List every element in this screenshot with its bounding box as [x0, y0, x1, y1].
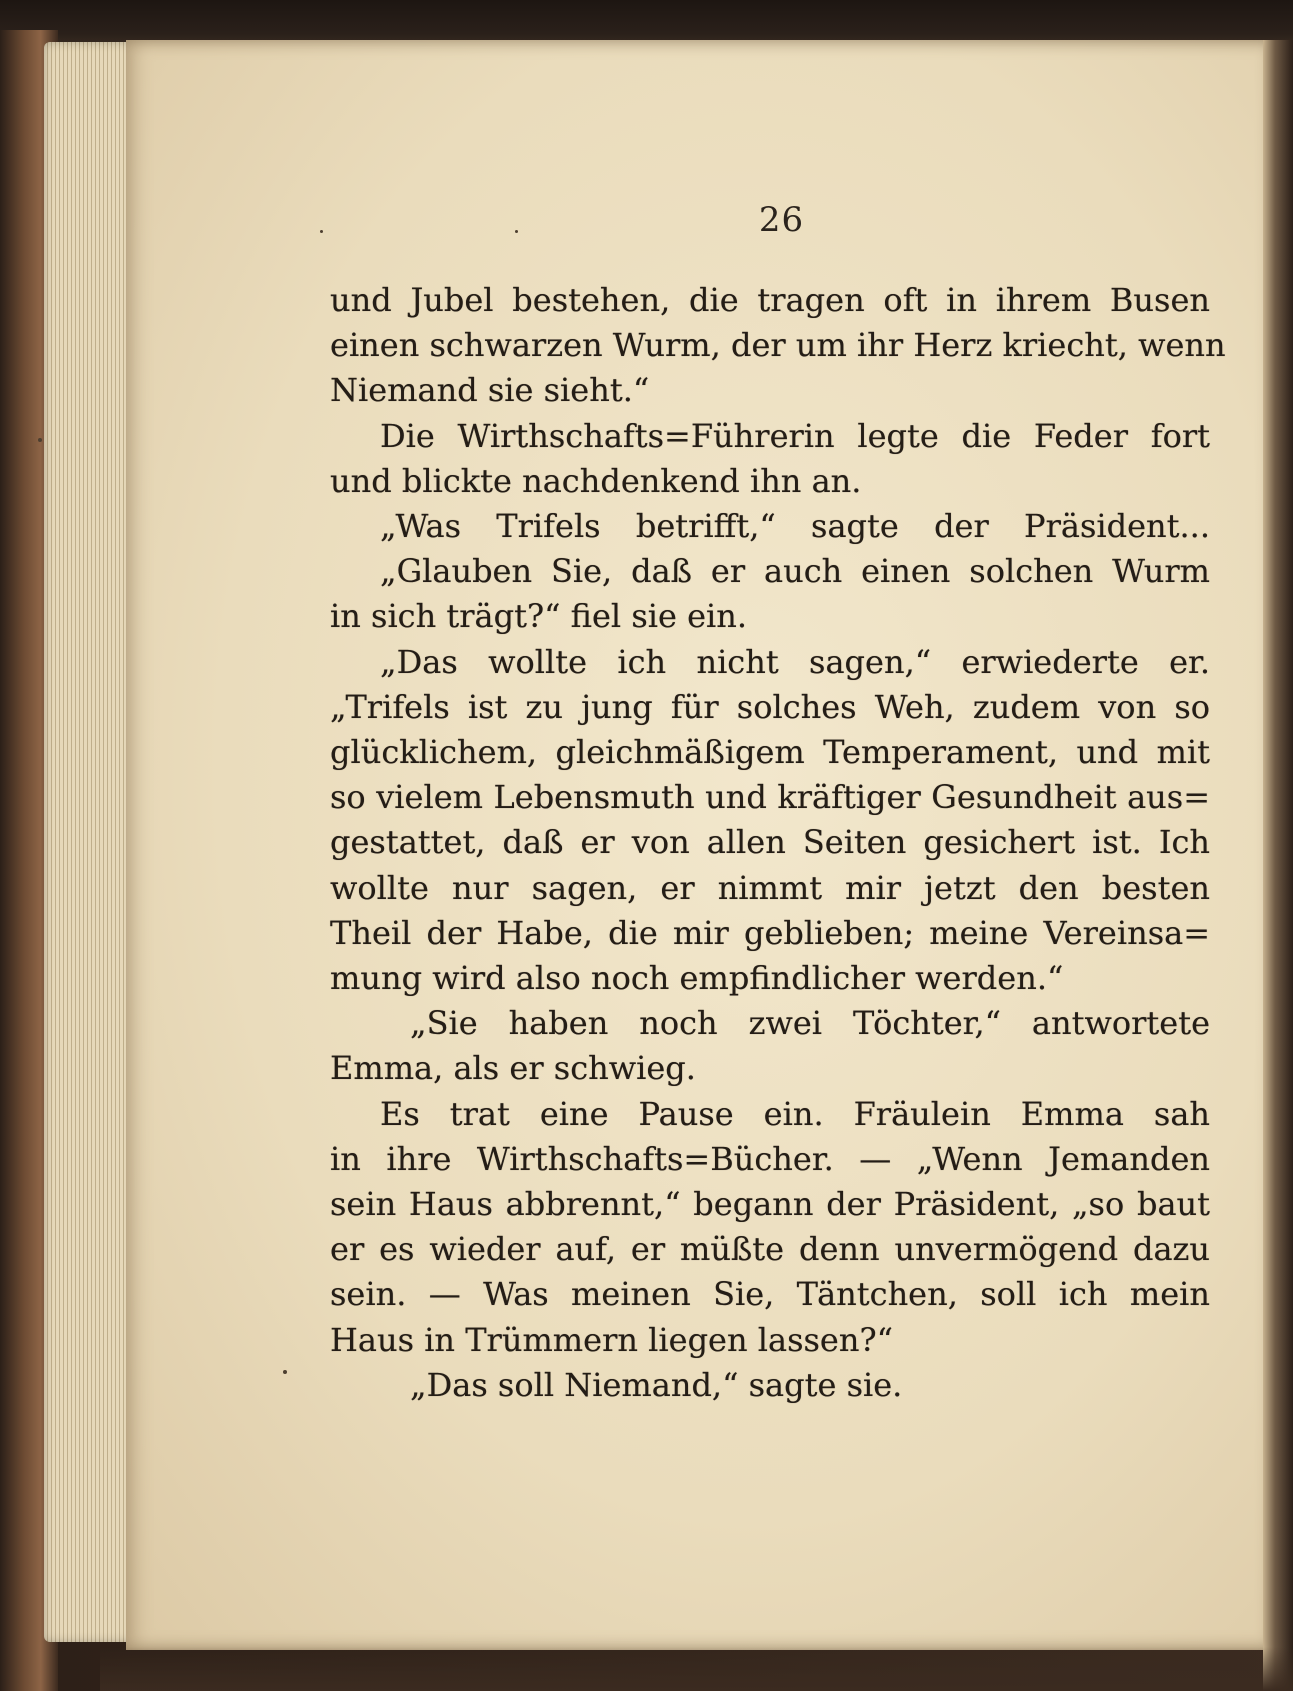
page-speck [38, 438, 42, 442]
text-line: in sich trägt?“ fiel sie ein. [330, 597, 748, 636]
text-line: und Jubel bestehen, die tragen oft in ihrem Busen [330, 281, 1210, 319]
text-line: Emma, als er schwieg. [330, 1049, 696, 1088]
text-line: einen schwarzen Wurm, der um ihr Herz kriecht, wenn [330, 326, 1226, 365]
text-line: glücklichem, gleichmäßigem Temperament, und mit [330, 733, 1210, 772]
text-line: mung wird also noch empfindlicher werden.“ [330, 959, 1064, 998]
text-line: „Glauben Sie, daß er auch einen solchen Wurm [380, 552, 1210, 591]
text-line: Die Wirthschafts=Führerin legte die Feder fort [380, 416, 1210, 455]
text-line: sein. — Was meinen Sie, Täntchen, soll ich mein [330, 1275, 1210, 1314]
text-line: „Was Trifels betrifft,“ sagte der Präsident... [380, 507, 1210, 546]
book-cover-bottom [100, 1647, 1293, 1691]
text-line: Haus in Trümmern liegen lassen?“ [330, 1320, 893, 1359]
page-edges [44, 42, 134, 1642]
text-line: „Das wollte ich nicht sagen,“ erwiederte er. [380, 642, 1210, 681]
text-line: wollte nur sagen, er nimmt mir jetzt den besten [330, 868, 1210, 907]
text-line: sein Haus abbrennt,“ begann der Präsident, „so baut [330, 1185, 1210, 1224]
book-cover-right [1263, 40, 1293, 1691]
text-line: „Das soll Niemand,“ sagte sie. [410, 1365, 903, 1404]
text-line: so vielem Lebensmuth und kräftiger Gesundheit aus= [330, 778, 1210, 817]
text-line: er es wieder auf, er müßte denn unvermögend dazu [330, 1230, 1210, 1269]
page-number: 26 [758, 200, 805, 240]
text-line: Theil der Habe, die mir geblieben; meine Vereinsa= [330, 913, 1210, 952]
text-line: Es trat eine Pause ein. Fräulein Emma sah [380, 1094, 1210, 1133]
text-line: in ihre Wirthschafts=Bücher. — „Wenn Jemanden [330, 1139, 1210, 1178]
text-line: Niemand sie sieht.“ [330, 371, 650, 410]
text-line: und blickte nachdenkend ihn an. [330, 461, 862, 500]
text-line: „Trifels ist zu jung für solches Weh, zudem von so [330, 687, 1210, 726]
text-line: „Sie haben noch zwei Töchter,“ antwortete [410, 1004, 1210, 1043]
text-line: gestattet, daß er von allen Seiten gesichert ist. Ich [330, 823, 1210, 862]
page-speck [283, 1370, 287, 1374]
body-text [330, 278, 1226, 1408]
